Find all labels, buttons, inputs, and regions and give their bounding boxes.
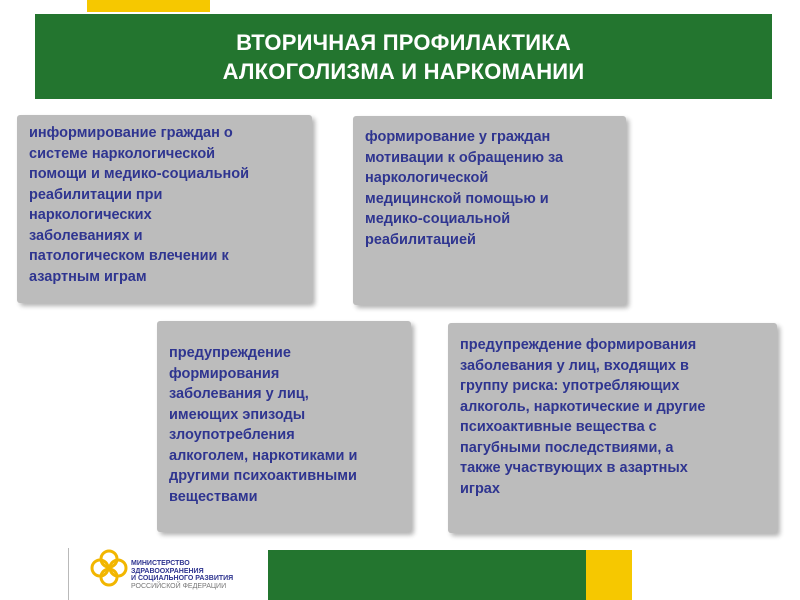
info-card-prevention-episodes: [157, 321, 411, 532]
footer-yellow-bar: [586, 550, 632, 600]
title-banner: [35, 14, 772, 99]
info-card-text: формирование у граждан мотивации к обращению за наркологической медицинской помощью и медико-социальной реабилитацией: [365, 129, 564, 248]
page-title-line1: ВТОРИЧНАЯ ПРОФИЛАКТИКА: [236, 29, 571, 55]
info-card-informing: [17, 115, 312, 303]
ministry-line: ЗДРАВООХРАНЕНИЯ: [131, 567, 204, 575]
footer-green-bar: [268, 550, 586, 600]
info-card-text: предупреждение формирования заболевания у лиц, имеющих эпизоды злоупотребления алкоголем, наркотиками и другими психоактивными веществами: [169, 345, 358, 505]
ministry-line: И СОЦИАЛЬНОГО РАЗВИТИЯ: [131, 575, 234, 583]
ministry-line: РОССИЙСКОЙ ФЕДЕРАЦИИ: [131, 582, 227, 590]
info-card-text: информирование граждан о системе наркологической помощи и медико-социальной реабилитации при наркологических заболеваниях и патологическом влечении к азартным играм: [29, 125, 250, 285]
info-card-text: предупреждение формирования заболевания у лиц, входящих в группу риска: употребляющих алкоголь, наркотические и другие психоактивные вещества с пагубными последствиями, а также участвующих в азартных играх: [460, 337, 706, 497]
info-card-motivation: [353, 116, 626, 305]
ministry-emblem-icon: [89, 548, 129, 588]
page-title-line2: АЛКОГОЛИЗМА И НАРКОМАНИИ: [222, 58, 585, 84]
info-card-prevention-risk-group: [448, 323, 777, 533]
top-accent-bar: [87, 0, 210, 12]
ministry-line: МИНИСТЕРСТВО: [131, 560, 190, 567]
footer-divider: [68, 548, 69, 600]
ministry-name: [131, 560, 261, 590]
